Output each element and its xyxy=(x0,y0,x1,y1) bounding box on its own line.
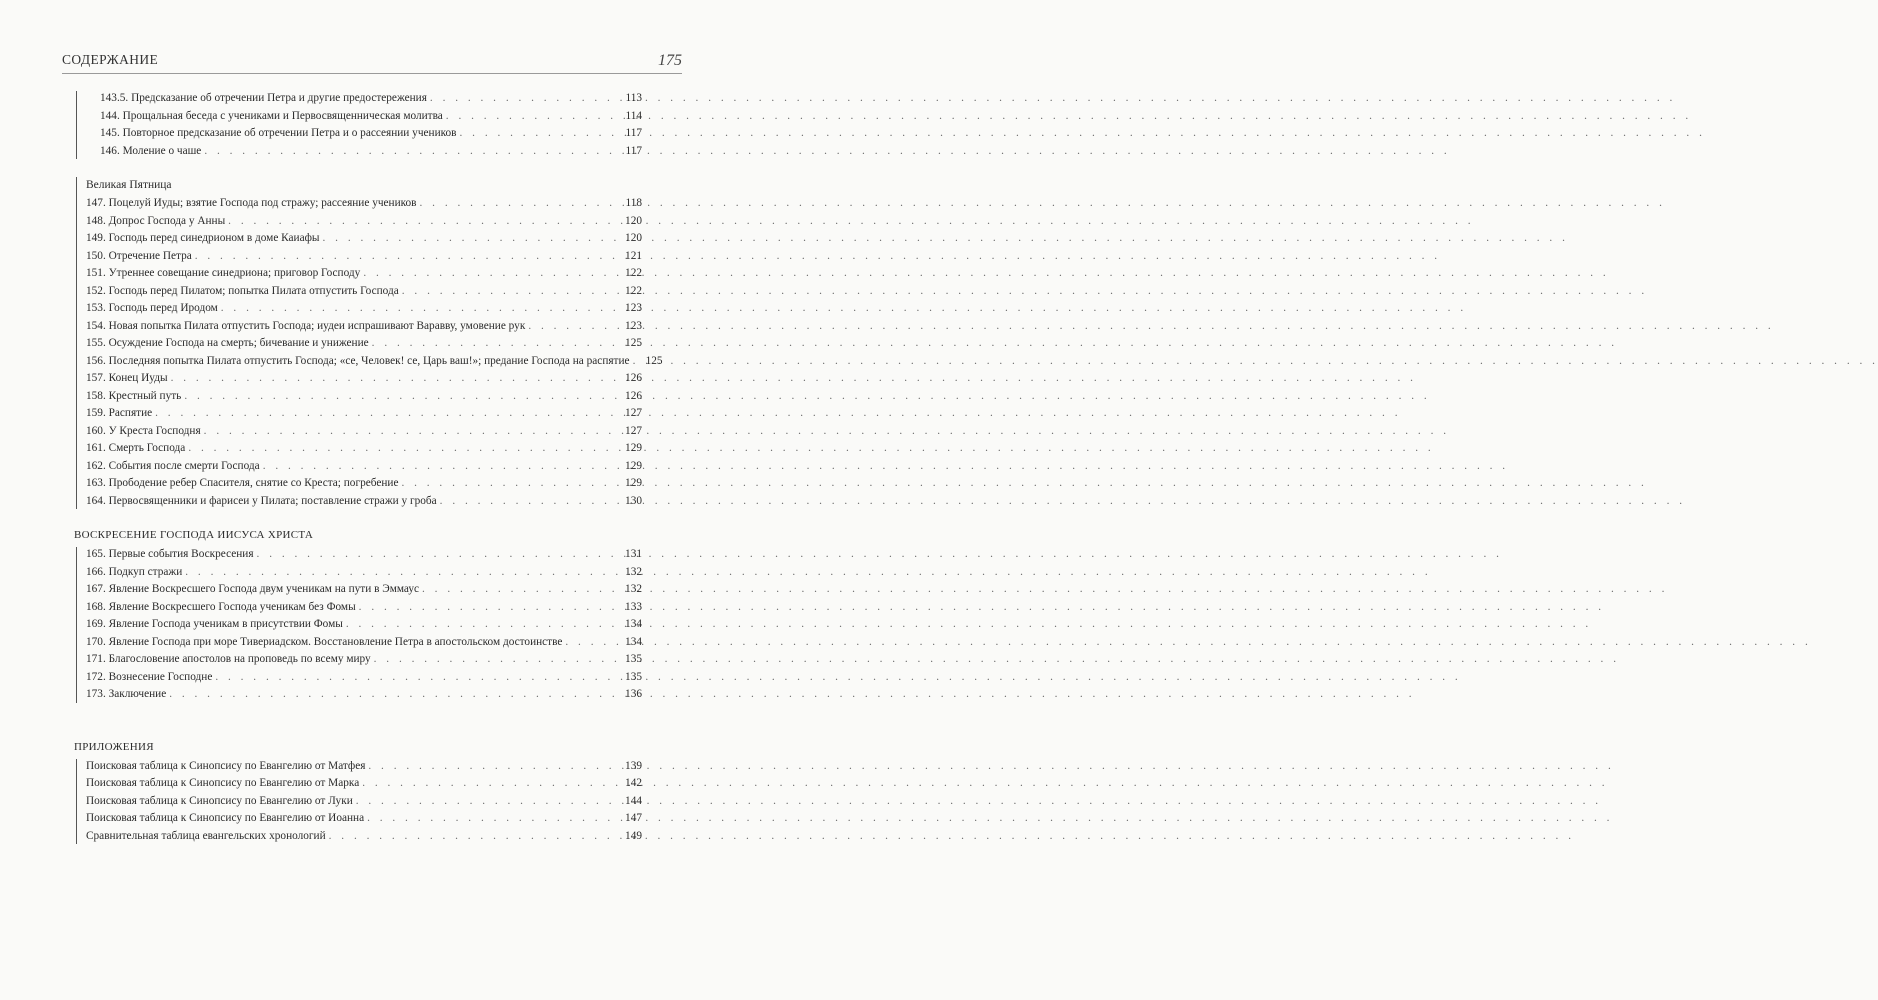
toc-entry xyxy=(86,546,642,564)
toc-entry xyxy=(86,493,642,511)
toc-entry-page: 121 xyxy=(625,249,642,262)
toc-entry-title: 166. Подкуп стражи xyxy=(86,565,183,578)
dot-leader xyxy=(374,651,618,669)
toc-entry xyxy=(86,213,642,231)
dot-leader xyxy=(228,213,618,231)
dot-leader xyxy=(171,370,618,388)
toc-entry-page: 113 xyxy=(625,92,642,104)
toc-entry xyxy=(86,475,642,493)
dot-leader xyxy=(221,300,618,318)
toc-entry-page: 127 xyxy=(625,407,642,419)
toc-entry-page: 129 xyxy=(625,442,642,454)
toc-entry-title: 170. Явление Господа при море Тивериадском. Восстановление Петра в апостольском достоинстве xyxy=(86,635,563,648)
toc-entry xyxy=(86,775,642,793)
toc-block-appendices xyxy=(76,758,642,846)
dot-leader xyxy=(329,828,618,846)
section-heading-appendices: ПРИЛОЖЕНИЯ xyxy=(74,740,154,753)
toc-entry-page: 130 xyxy=(625,494,642,507)
toc-block-continuation xyxy=(76,90,642,160)
toc-entry-title: 153. Господь перед Иродом xyxy=(86,302,218,314)
dot-leader xyxy=(359,599,618,617)
toc-entry xyxy=(86,248,642,266)
table-of-contents xyxy=(74,90,663,845)
toc-entry xyxy=(86,599,642,617)
toc-entry xyxy=(86,810,642,828)
toc-entry xyxy=(86,125,642,143)
toc-entry-page: 117 xyxy=(625,144,642,157)
dot-leader xyxy=(363,265,618,283)
toc-entry xyxy=(86,283,642,301)
toc-entry-title: 163. Прободение ребер Спасителя, снятие со Креста; погребение xyxy=(86,477,399,489)
toc-entry-title: 146. Моление о чаше xyxy=(100,144,202,157)
toc-entry xyxy=(86,353,663,371)
toc-entry-page: 147 xyxy=(625,812,642,824)
dot-leader xyxy=(402,283,618,301)
toc-entry-page: 122 xyxy=(625,284,642,297)
toc-entry xyxy=(86,564,642,582)
toc-entry-title: Поисковая таблица к Синопсису по Евангелию от Иоанна xyxy=(86,812,365,824)
dot-leader xyxy=(440,493,618,511)
toc-entry-title: 152. Господь перед Пилатом; попытка Пилата отпустить Господа xyxy=(86,284,399,297)
toc-entry-title: Поисковая таблица к Синопсису по Евангелию от Луки xyxy=(86,794,353,807)
subsection-heading: Великая Пятница xyxy=(86,179,172,191)
toc-entry xyxy=(86,90,642,108)
dot-leader xyxy=(169,686,618,704)
toc-entry-page: 120 xyxy=(625,232,642,244)
toc-entry-page: 123 xyxy=(625,319,642,332)
toc-entry-title: 164. Первосвященники и фарисеи у Пилата; поставление стражи у гроба xyxy=(86,494,437,507)
toc-entry-page: 136 xyxy=(625,688,642,700)
toc-list-appendices xyxy=(86,758,642,846)
dot-leader xyxy=(188,440,618,458)
toc-entry-page: 149 xyxy=(625,829,642,842)
dot-leader xyxy=(215,669,618,687)
toc-entry-page: 127 xyxy=(625,424,642,437)
toc-entry-page: 134 xyxy=(625,635,642,648)
toc-entry xyxy=(86,828,642,846)
toc-entry-page: 135 xyxy=(625,653,642,665)
toc-entry xyxy=(86,634,642,652)
toc-entry-page: 125 xyxy=(645,354,663,367)
toc-entry-title: 143.5. Предсказание об отречении Петра и другие предостережения xyxy=(100,92,427,104)
toc-entry xyxy=(86,423,642,441)
toc-entry xyxy=(86,405,642,423)
toc-entry-page: 131 xyxy=(625,548,642,560)
toc-entry-page: 144 xyxy=(625,794,642,807)
toc-list-good-friday xyxy=(86,195,663,510)
dot-leader xyxy=(185,564,618,582)
dot-leader xyxy=(263,458,618,476)
toc-entry-title: 159. Распятие xyxy=(86,407,153,419)
dot-leader xyxy=(372,335,618,353)
toc-entry-page: 142 xyxy=(625,777,642,789)
toc-entry-title: 156. Последняя попытка Пилата отпустить Господа; «се, Человек! се, Царь ваш!»; предание Господа на распятие xyxy=(86,354,630,367)
toc-entry xyxy=(86,758,642,776)
dot-leader xyxy=(420,195,618,213)
dot-leader xyxy=(368,758,618,776)
dot-leader xyxy=(184,388,618,406)
toc-block-good-friday xyxy=(76,176,663,510)
section-heading-resurrection: ВОСКРЕСЕНИЕ ГОСПОДА ИИСУСА ХРИСТА xyxy=(74,529,314,541)
toc-entry xyxy=(86,300,642,318)
dot-leader xyxy=(401,475,618,493)
toc-entry-title: 169. Явление Господа ученикам в присутствии Фомы xyxy=(86,618,343,630)
toc-entry-page: 132 xyxy=(625,565,642,578)
toc-entry-title: 145. Повторное предсказание об отречении Петра и о рассеянии учеников xyxy=(100,127,457,139)
dot-leader xyxy=(257,546,618,564)
toc-entry xyxy=(86,440,642,458)
toc-entry xyxy=(86,195,642,213)
toc-entry xyxy=(86,108,642,126)
toc-entry xyxy=(86,793,642,811)
toc-list-resurrection xyxy=(86,546,642,704)
toc-entry xyxy=(86,230,642,248)
toc-entry-title: Поисковая таблица к Синопсису по Евангелию от Матфея xyxy=(86,759,366,772)
toc-entry-title: 173. Заключение xyxy=(86,688,167,700)
toc-entry-page: 135 xyxy=(625,670,642,683)
toc-entry-title: 155. Осуждение Господа на смерть; бичевание и унижение xyxy=(86,337,369,349)
toc-entry-page: 120 xyxy=(625,214,642,227)
toc-entry-title: Поисковая таблица к Синопсису по Евангелию от Марка xyxy=(86,777,360,789)
toc-entry-title: 165. Первые события Воскресения xyxy=(86,548,254,560)
toc-entry-page: 134 xyxy=(625,618,642,630)
toc-entry-page: 114 xyxy=(625,109,642,122)
toc-entry xyxy=(86,265,642,283)
dot-leader xyxy=(565,634,618,652)
toc-entry xyxy=(86,669,642,687)
toc-entry-title: 168. Явление Воскресшего Господа ученикам без Фомы xyxy=(86,600,356,613)
toc-entry-title: 161. Смерть Господа xyxy=(86,442,186,454)
toc-entry-page: 126 xyxy=(625,372,642,384)
toc-entry xyxy=(86,388,642,406)
toc-entry-title: 147. Поцелуй Иуды; взятие Господа под стражу; рассеяние учеников xyxy=(86,197,417,209)
dot-leader xyxy=(528,318,618,336)
toc-entry xyxy=(86,318,642,336)
toc-entry-title: 144. Прощальная беседа с учениками и Первосвященническая молитва xyxy=(100,109,443,122)
toc-entry-page: 117 xyxy=(625,127,642,139)
dot-leader xyxy=(430,90,618,108)
toc-entry-title: 162. События после смерти Господа xyxy=(86,459,260,472)
toc-entry-title: 172. Вознесение Господне xyxy=(86,670,213,683)
toc-entry-page: 122 xyxy=(625,267,642,279)
toc-entry xyxy=(86,335,642,353)
toc-entry-title: 150. Отречение Петра xyxy=(86,249,192,262)
toc-entry xyxy=(86,458,642,476)
dot-leader xyxy=(460,125,618,143)
dot-leader xyxy=(446,108,618,126)
toc-entry-page: 132 xyxy=(625,583,642,595)
toc-entry-page: 129 xyxy=(625,459,642,472)
toc-entry xyxy=(86,616,642,634)
dot-leader xyxy=(155,405,618,423)
toc-entry-title: 157. Конец Иуды xyxy=(86,372,168,384)
toc-entry-title: 171. Благословение апостолов на проповедь по всему миру xyxy=(86,653,371,665)
toc-entry-page: 133 xyxy=(625,600,642,613)
toc-entry-title: 158. Крестный путь xyxy=(86,389,182,402)
toc-entry xyxy=(86,370,642,388)
toc-entry-page: 129 xyxy=(625,477,642,489)
dot-leader xyxy=(204,143,618,161)
toc-entry xyxy=(86,651,642,669)
dot-leader xyxy=(346,616,618,634)
dot-leader xyxy=(323,230,618,248)
dot-leader xyxy=(204,423,618,441)
running-header xyxy=(62,48,682,70)
dot-leader xyxy=(195,248,618,266)
toc-entry xyxy=(86,581,642,599)
header-title: СОДЕРЖАНИЕ xyxy=(62,52,159,67)
toc-entry-title: Сравнительная таблица евангельских хронологий xyxy=(86,829,326,842)
header-rule xyxy=(62,73,682,74)
toc-entry-title: 167. Явление Воскресшего Господа двум ученикам на пути в Эммаус xyxy=(86,583,420,595)
toc-block-resurrection xyxy=(76,546,642,704)
toc-entry-title: 151. Утреннее совещание синедриона; приговор Господу xyxy=(86,267,361,279)
toc-entry xyxy=(86,686,642,704)
dot-leader xyxy=(367,810,618,828)
toc-entry-page: 125 xyxy=(625,337,642,349)
dot-leader xyxy=(422,581,618,599)
page-number: 175 xyxy=(658,52,682,69)
toc-entry-title: 154. Новая попытка Пилата отпустить Господа; иудеи испрашивают Варавву, умовение рук xyxy=(86,319,526,332)
dot-leader xyxy=(362,775,618,793)
toc-entry-page: 126 xyxy=(625,389,642,402)
document-page xyxy=(0,0,754,1000)
toc-entry xyxy=(86,143,642,161)
toc-entry-title: 160. У Креста Господня xyxy=(86,424,201,437)
dot-leader xyxy=(356,793,618,811)
toc-entry-page: 118 xyxy=(625,197,642,209)
toc-entry-page: 139 xyxy=(625,759,642,772)
toc-entry-title: 149. Господь перед синедрионом в доме Каиафы xyxy=(86,232,320,244)
toc-entry-page: 123 xyxy=(625,302,642,314)
toc-entry-title: 148. Допрос Господа у Анны xyxy=(86,214,226,227)
